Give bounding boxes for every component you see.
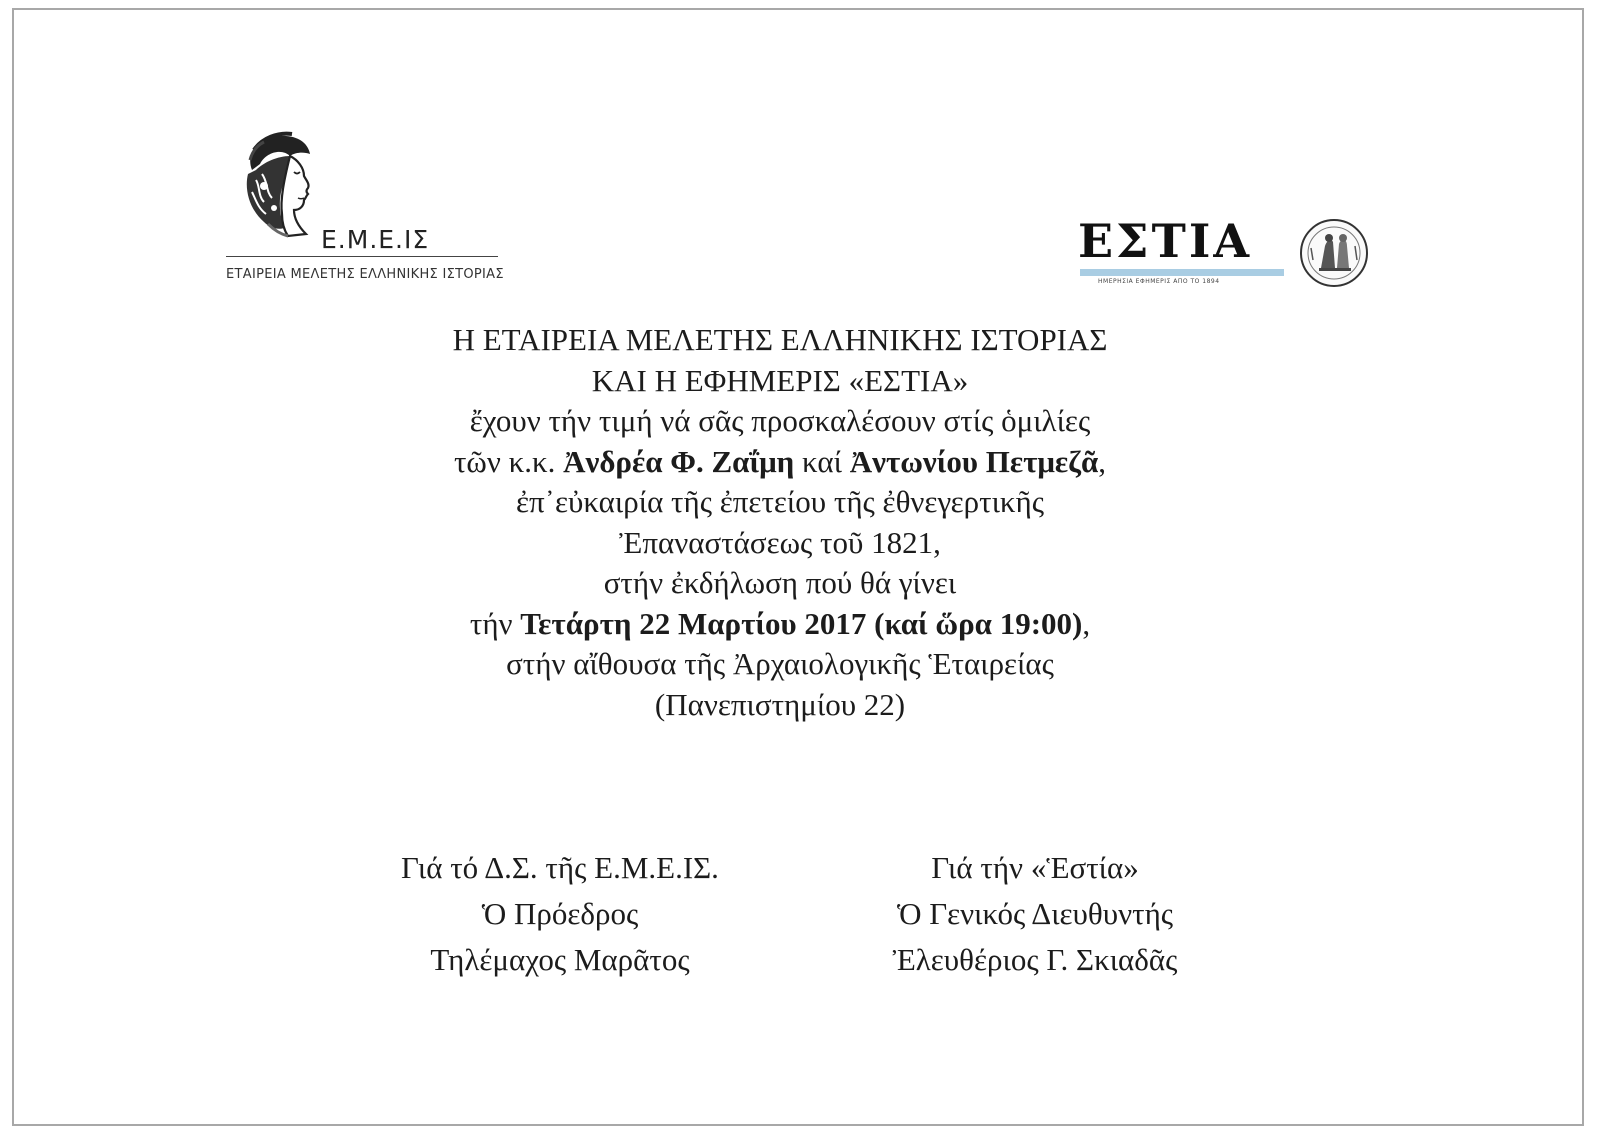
signature-estia [840, 845, 1230, 983]
speakers-prefix: τῶν κ.κ. [453, 443, 564, 479]
speakers-conjunction: καί [794, 443, 850, 479]
invitation-line: ΚΑΙ Η ΕΦΗΜΕΡΙΣ «ΕΣΤΙΑ» [591, 362, 969, 398]
signature-role: Ὁ Πρόεδρος [481, 896, 639, 931]
signature-name: Ἐλευθέριος Γ. Σκιαδᾶς [892, 942, 1178, 977]
venue-line: στήν αἴθουσα τῆς Ἀρχαιολογικῆς Ἑταιρείας [506, 646, 1054, 681]
invitation-line: ἐπ᾽εὐκαιρία τῆς ἐπετείου τῆς ἐθνεγερτικῆς [515, 484, 1045, 519]
speakers-suffix: , [1098, 443, 1107, 479]
estia-wordmark: ΕΣΤΙΑ [1078, 214, 1253, 268]
date-suffix: , [1082, 605, 1091, 641]
emeis-logo [226, 130, 506, 290]
address-line: (Πανεπιστημίου 22) [654, 686, 906, 722]
emeis-full-name: ΕΤΑΙΡΕΙΑ ΜΕΛΕΤΗΣ ΕΛΛΗΝΙΚΗΣ ΙΣΤΟΡΙΑΣ [226, 267, 504, 282]
event-date-time: Τετάρτη 22 Μαρτίου 2017 (καί ὥρα 19:00) [520, 605, 1083, 641]
invitation-line: στήν ἐκδήλωση πού θά γίνει [603, 565, 957, 600]
date-line [300, 604, 1260, 645]
date-prefix: τήν [469, 605, 521, 641]
coin-seal-icon [1299, 218, 1369, 288]
estia-accent-bar [1080, 269, 1284, 276]
signature-emeis [360, 845, 760, 983]
signature-name: Τηλέμαχος Μαρᾶτος [430, 942, 690, 977]
athena-head-icon [234, 130, 334, 242]
emeis-abbreviation: Ε.Μ.Ε.ΙΣ [321, 225, 430, 254]
speaker-name: Ἀντωνίου Πετμεζᾶ [849, 443, 1099, 479]
invitation-text [300, 320, 1260, 725]
signature-for-line: Γιά τήν «Ἑστία» [931, 850, 1139, 885]
signature-role: Ὁ Γενικός Διευθυντής [896, 896, 1174, 931]
invitation-line: Η ΕΤΑΙΡΕΙΑ ΜΕΛΕΤΗΣ ΕΛΛΗΝΙΚΗΣ ΙΣΤΟΡΙΑΣ [452, 322, 1108, 357]
speakers-line [300, 442, 1260, 483]
signature-for-line: Γιά τό Δ.Σ. τῆς Ε.Μ.Ε.ΙΣ. [401, 850, 719, 885]
emeis-divider [226, 256, 498, 257]
estia-tagline: ΗΜΕΡΗΣΙΑ ΕΦΗΜΕΡΙΣ ΑΠΟ ΤΟ 1894 [1098, 278, 1220, 285]
invitation-line: ἔχουν τήν τιμή νά σᾶς προσκαλέσουν στίς ὁμιλίες [469, 403, 1091, 438]
estia-logo [1078, 214, 1378, 298]
speaker-name: Ἀνδρέα Φ. Ζαΐμη [563, 443, 795, 479]
invitation-line: Ἐπαναστάσεως τοῦ 1821, [619, 524, 941, 560]
